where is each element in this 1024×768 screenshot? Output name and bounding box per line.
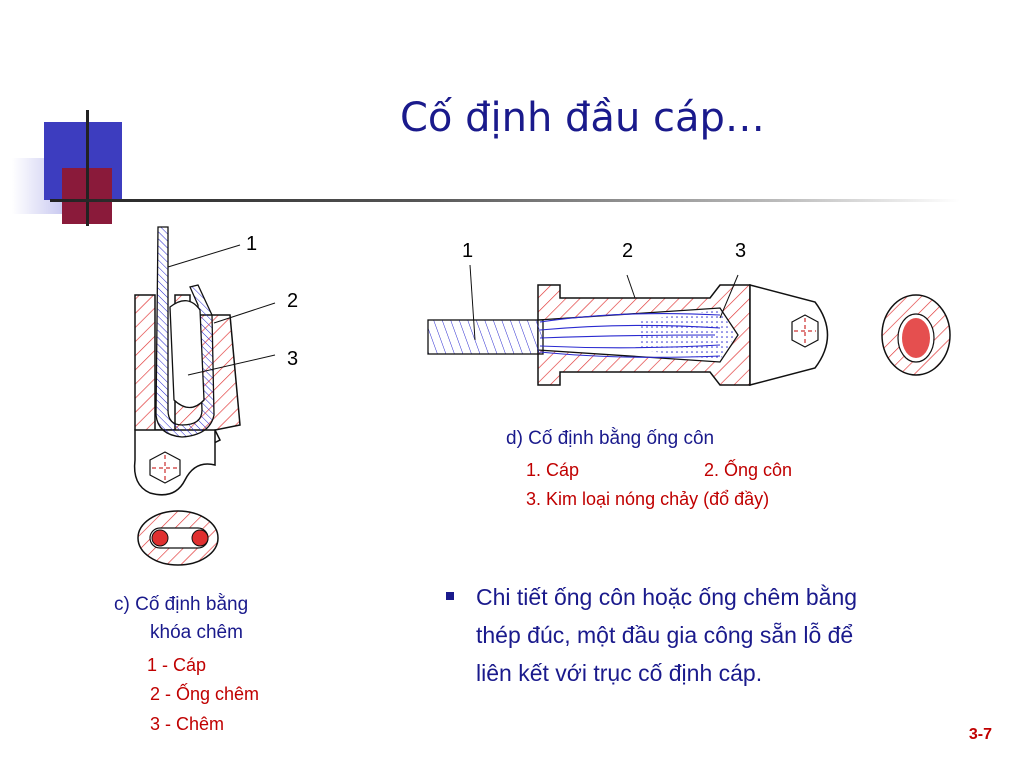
figure-d-callout-1: 1 — [462, 240, 474, 262]
logo-vertical-line — [86, 110, 89, 226]
bullet-line-3: liên kết với trục cố định cáp. — [476, 660, 763, 686]
bullet-paragraph — [476, 578, 996, 692]
figure-d-legend-2: 2. Ống côn — [704, 460, 793, 480]
figure-c-legend-1: 1 - Cáp — [147, 655, 207, 675]
slide-title: Cố định đầu cáp… — [400, 95, 765, 141]
figure-c-legend-2: 2 - Ống chêm — [150, 684, 260, 704]
figure-d-legend-3: 3. Kim loại nóng chảy (đổ đầy) — [526, 489, 770, 509]
figure-c-legend-3: 3 - Chêm — [150, 714, 225, 734]
figure-c-caption-line1: c) Cố định bằng — [114, 594, 249, 615]
figure-c-callout-2: 2 — [287, 290, 299, 312]
figure-d-caption: d) Cố định bằng ống côn — [506, 428, 715, 449]
title-underline — [50, 199, 960, 202]
figure-c-caption-line2: khóa chêm — [150, 622, 243, 643]
page-number: 3-7 — [968, 726, 992, 743]
bullet-marker — [446, 592, 454, 600]
figure-c-callout-3: 3 — [287, 348, 299, 370]
figure-c-callout-1: 1 — [246, 233, 258, 255]
figure-d-callout-2: 2 — [622, 240, 634, 262]
figure-c-wedge-clamp — [120, 215, 320, 580]
bullet-line-2: thép đúc, một đầu gia công sẵn lỗ để — [476, 622, 854, 648]
figure-d-legend-1: 1. Cáp — [526, 460, 580, 480]
bullet-line-1: Chi tiết ống côn hoặc ống chêm bằng — [476, 584, 858, 610]
figure-d-conical-socket — [420, 260, 960, 395]
figure-d-callout-3: 3 — [735, 240, 747, 262]
